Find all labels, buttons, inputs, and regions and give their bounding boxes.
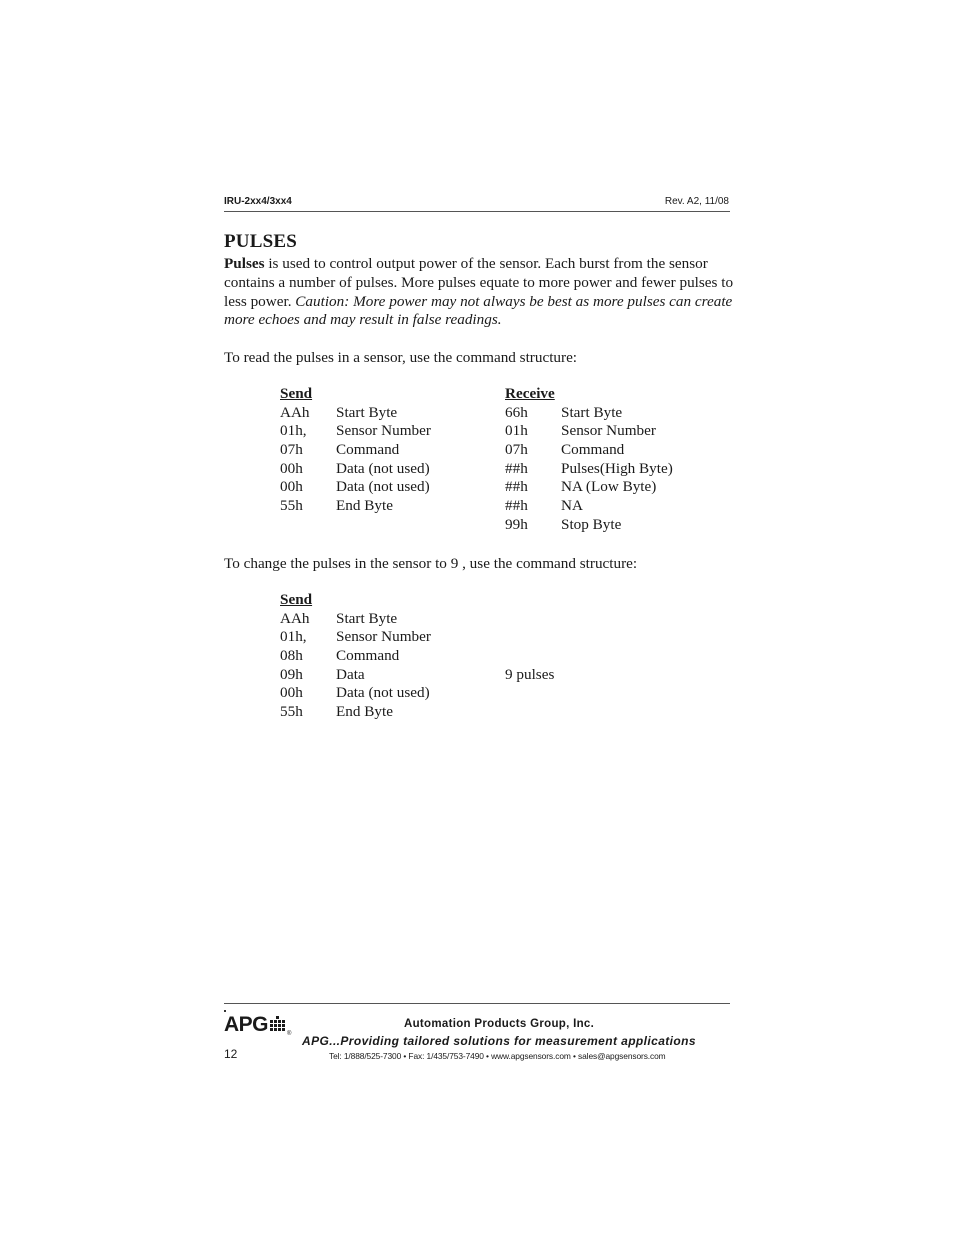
- byte-code: 00h: [280, 478, 303, 496]
- table-row: [505, 516, 725, 535]
- byte-desc: Start Byte: [336, 609, 398, 627]
- header-divider: [224, 211, 730, 212]
- table-row: [505, 422, 725, 441]
- byte-code: AAh: [280, 403, 310, 421]
- table-row: [280, 703, 500, 722]
- byte-code: 09h: [280, 665, 303, 683]
- table-row: [280, 628, 500, 647]
- table-row: [505, 441, 725, 460]
- byte-code: 66h: [505, 403, 528, 421]
- document-id: IRU-2xx4/3xx4: [224, 196, 292, 207]
- table-row: [280, 647, 500, 666]
- byte-code: 07h: [280, 441, 303, 459]
- intro-paragraph: [224, 255, 734, 330]
- section-title: PULSES: [224, 231, 298, 252]
- table-row: [280, 441, 500, 460]
- table-row: [280, 684, 500, 703]
- byte-code: 99h: [505, 515, 528, 533]
- byte-desc: NA: [561, 497, 583, 515]
- table-row: [280, 666, 500, 685]
- table-row: [280, 610, 500, 629]
- byte-desc: Data (not used): [336, 684, 430, 702]
- byte-code: 55h: [280, 497, 303, 515]
- read-send-table: [280, 385, 500, 516]
- intro-caution: Caution: More power may not always be best as more pulses can create more echoes and may result in false readings.: [224, 292, 733, 329]
- read-instructions: To read the pulses in a sensor, use the command structure:: [224, 349, 578, 366]
- byte-desc: Command: [336, 647, 400, 665]
- company-tagline: APG...Providing tailored solutions for measurement applications: [302, 1034, 696, 1048]
- change-send-heading: Send: [280, 591, 313, 608]
- byte-code: 00h: [280, 684, 303, 702]
- company-name: Automation Products Group, Inc.: [404, 1018, 595, 1030]
- table-row: [280, 478, 500, 497]
- byte-desc: Sensor Number: [561, 422, 656, 440]
- byte-desc: Stop Byte: [561, 515, 622, 533]
- table-row: [280, 497, 500, 516]
- change-send-table: [280, 591, 500, 722]
- table-row: [280, 422, 500, 441]
- byte-code: 01h,: [280, 422, 307, 440]
- read-receive-table: [505, 385, 725, 535]
- byte-desc: Data (not used): [336, 459, 430, 477]
- logo-text: APG: [224, 1013, 269, 1036]
- apg-logo: [224, 1013, 286, 1037]
- byte-desc: Start Byte: [561, 403, 623, 421]
- intro-body: is used to control output power of the sensor. Each burst from the sensor contains a number of pulses. More pulses equate to more power and fewer pulses to less power.: [224, 255, 734, 310]
- byte-desc: Start Byte: [336, 403, 398, 421]
- byte-desc: Data (not used): [336, 478, 430, 496]
- logo-grid-icon: [270, 1016, 286, 1031]
- byte-desc: Command: [336, 441, 400, 459]
- byte-code: ##h: [505, 459, 528, 477]
- table-row: [505, 497, 725, 516]
- read-receive-heading: Receive: [505, 385, 555, 402]
- revision-label: Rev. A2, 11/08: [664, 196, 729, 207]
- registered-mark: ®: [287, 1031, 292, 1037]
- byte-code: ##h: [505, 497, 528, 515]
- intro-bold-term: Pulses: [224, 255, 265, 272]
- byte-desc: End Byte: [336, 703, 393, 721]
- logo-mark-dot: [224, 1010, 226, 1012]
- byte-desc: Command: [561, 441, 625, 459]
- byte-code: 07h: [505, 441, 528, 459]
- byte-desc: Sensor Number: [336, 422, 431, 440]
- byte-desc: Sensor Number: [336, 628, 431, 646]
- byte-code: 55h: [280, 703, 303, 721]
- table-row: [505, 478, 725, 497]
- byte-code: 08h: [280, 647, 303, 665]
- byte-code: ##h: [505, 478, 528, 496]
- byte-code: 01h: [505, 422, 528, 440]
- byte-code: 01h,: [280, 628, 307, 646]
- byte-code: 00h: [280, 459, 303, 477]
- page-number: 12: [224, 1047, 238, 1061]
- byte-desc: Data: [336, 665, 365, 683]
- table-row: [505, 404, 725, 423]
- byte-desc: Pulses(High Byte): [561, 459, 673, 477]
- pulses-note: 9 pulses: [505, 666, 555, 683]
- footer-divider: [224, 1003, 730, 1004]
- table-row: [505, 460, 725, 479]
- byte-code: AAh: [280, 609, 310, 627]
- table-row: [280, 460, 500, 479]
- change-instructions: To change the pulses in the sensor to 9 , use the command structure:: [224, 555, 638, 572]
- table-row: [280, 404, 500, 423]
- contact-info: Tel: 1/888/525-7300 • Fax: 1/435/753-7490 • www.apgsensors.com • sales@apgsensors.com: [329, 1051, 666, 1061]
- byte-desc: End Byte: [336, 497, 393, 515]
- byte-desc: NA (Low Byte): [561, 478, 657, 496]
- read-send-heading: Send: [280, 385, 313, 402]
